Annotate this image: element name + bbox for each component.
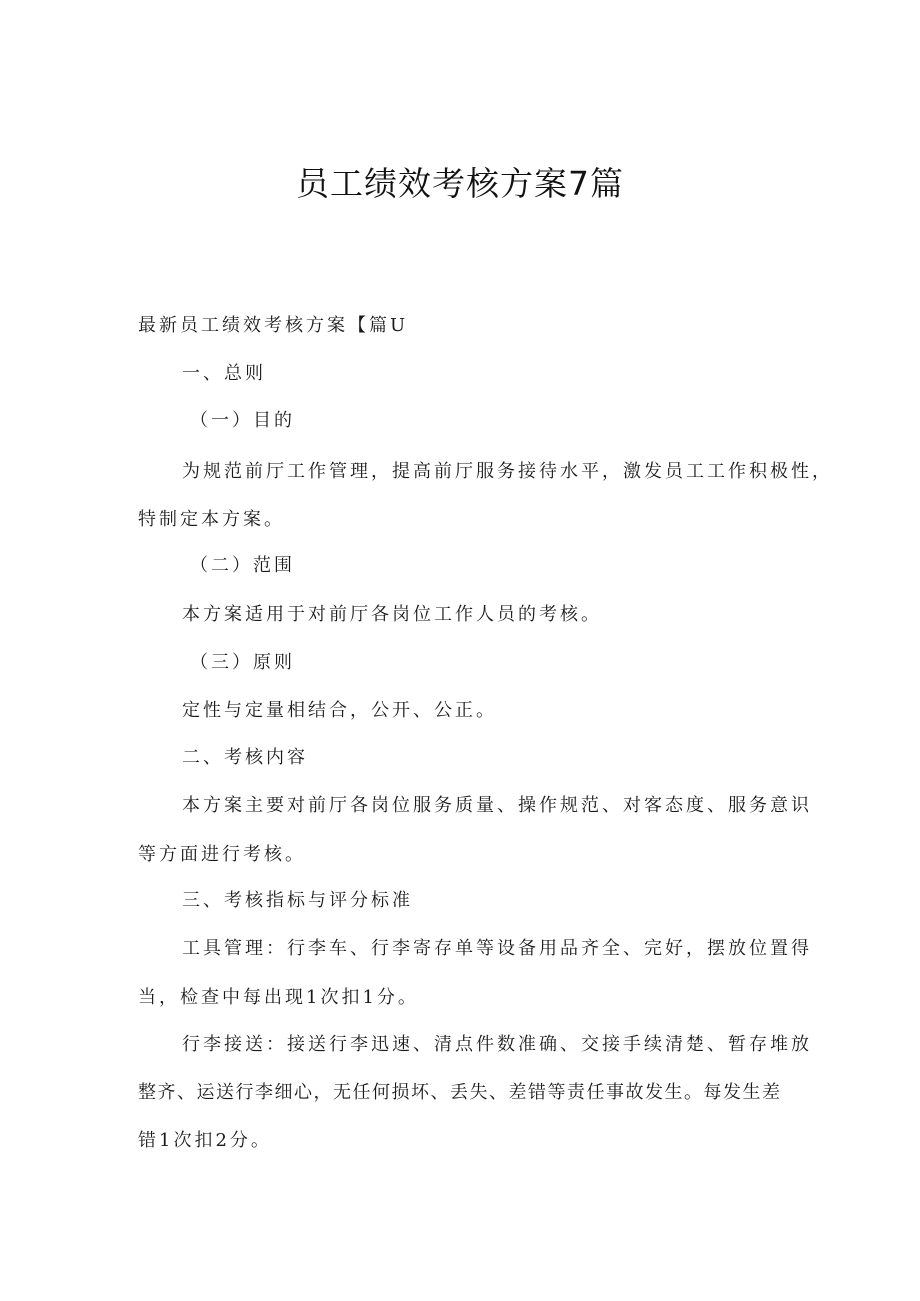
subsection-heading: （三）原则 (190, 652, 295, 673)
paragraph-line: 本方案主要对前厅各岗位服务质量、操作规范、对客态度、服务意识 (182, 795, 812, 816)
paragraph-line: 行李接送：接送行李迅速、清点件数准确、交接手续清楚、暂存堆放 (182, 1034, 812, 1055)
chapter-heading: 二、考核内容 (182, 747, 308, 768)
paragraph-line: 等方面进行考核。 (138, 844, 306, 865)
subsection-heading: （一）目的 (190, 410, 295, 431)
paragraph-line: 整齐、运送行李细心，无任何损坏、丢失、差错等责任事故发生。每发生差 (138, 1082, 782, 1103)
chapter-heading: 三、考核指标与评分标准 (182, 890, 413, 911)
paragraph-line: 定性与定量相结合，公开、公正。 (182, 700, 497, 721)
paragraph-line: 工具管理：行李车、行李寄存单等设备用品齐全、完好，摆放位置得 (182, 938, 812, 959)
section-heading: 最新员工绩效考核方案【篇U (138, 315, 409, 336)
paragraph-line: 错1次扣2分。 (138, 1130, 272, 1151)
document-title: 员工绩效考核方案7篇 (296, 164, 624, 203)
paragraph-line: 特制定本方案。 (138, 509, 285, 530)
paragraph-line: 为规范前厅工作管理，提高前厅服务接待水平，激发员工工作积极性， (182, 461, 833, 482)
chapter-heading: 一、总则 (182, 363, 266, 384)
paragraph-line: 当，检查中每出现1次扣1分。 (138, 987, 419, 1008)
subsection-heading: （二）范围 (190, 555, 295, 576)
paragraph-line: 本方案适用于对前厅各岗位工作人员的考核。 (182, 604, 602, 625)
